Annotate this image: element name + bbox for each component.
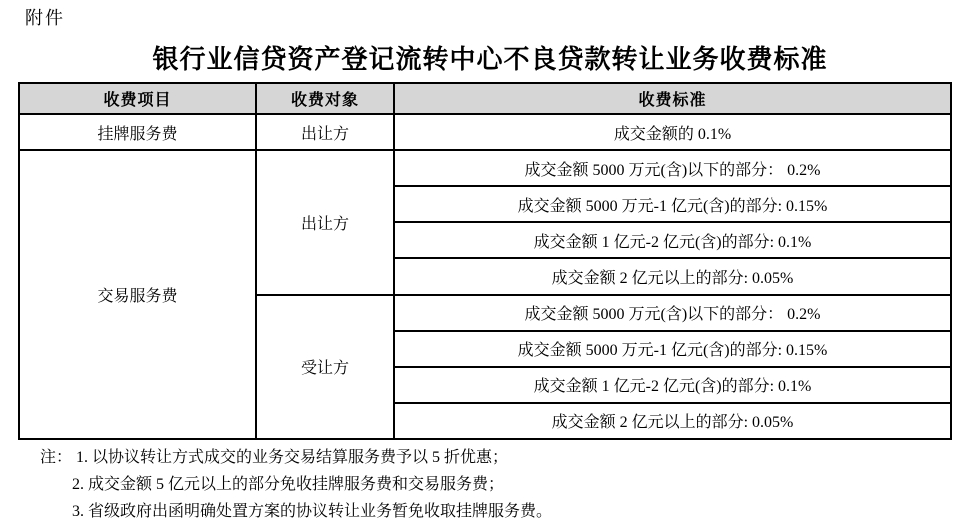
page-title: 银行业信贷资产登记流转中心不良贷款转让业务收费标准 [152, 45, 828, 74]
note-line-1 [40, 444, 552, 471]
listing-fee-item: 挂牌服务费 [19, 114, 256, 150]
note-line-2 [72, 471, 552, 498]
buyer-tier-2: 成交金额 5000 万元-1 亿元(含)的部分: 0.15% [394, 331, 951, 367]
header-fee-item: 收费项目 [19, 83, 256, 114]
transaction-fee-item: 交易服务费 [19, 150, 256, 439]
note-item-3: 3. 省级政府出函明确处置方案的协议转让业务暂免收取挂牌服务费。 [72, 503, 553, 520]
transaction-fee-payer-seller: 出让方 [256, 150, 394, 294]
listing-fee-standard: 成交金额的 0.1% [394, 114, 951, 150]
fee-table [18, 82, 952, 440]
note-line-3 [72, 498, 552, 525]
buyer-tier-4: 成交金额 2 亿元以上的部分: 0.05% [394, 403, 951, 439]
note-item-2: 2. 成交金额 5 亿元以上的部分免收挂牌服务费和交易服务费； [72, 476, 505, 493]
attachment-label: 附件 [25, 8, 65, 28]
listing-fee-payer: 出让方 [256, 114, 394, 150]
header-fee-payer: 收费对象 [256, 83, 394, 114]
table-row-listing-fee [19, 114, 951, 150]
notes-block [40, 444, 552, 525]
header-fee-standard: 收费标准 [394, 83, 951, 114]
seller-tier-2: 成交金额 5000 万元-1 亿元(含)的部分: 0.15% [394, 186, 951, 222]
note-item-1: 1. 以协议转让方式成交的业务交易结算服务费予以 5 折优惠； [76, 449, 509, 466]
table-row-transaction-seller-tier1 [19, 150, 951, 186]
seller-tier-1: 成交金额 5000 万元(含)以下的部分： 0.2% [394, 150, 951, 186]
seller-tier-3: 成交金额 1 亿元-2 亿元(含)的部分: 0.1% [394, 222, 951, 258]
seller-tier-4: 成交金额 2 亿元以上的部分: 0.05% [394, 258, 951, 294]
transaction-fee-payer-buyer: 受让方 [256, 295, 394, 439]
buyer-tier-3: 成交金额 1 亿元-2 亿元(含)的部分: 0.1% [394, 367, 951, 403]
notes-label: 注： [40, 449, 73, 466]
table-header-row [19, 83, 951, 114]
buyer-tier-1: 成交金额 5000 万元(含)以下的部分： 0.2% [394, 295, 951, 331]
